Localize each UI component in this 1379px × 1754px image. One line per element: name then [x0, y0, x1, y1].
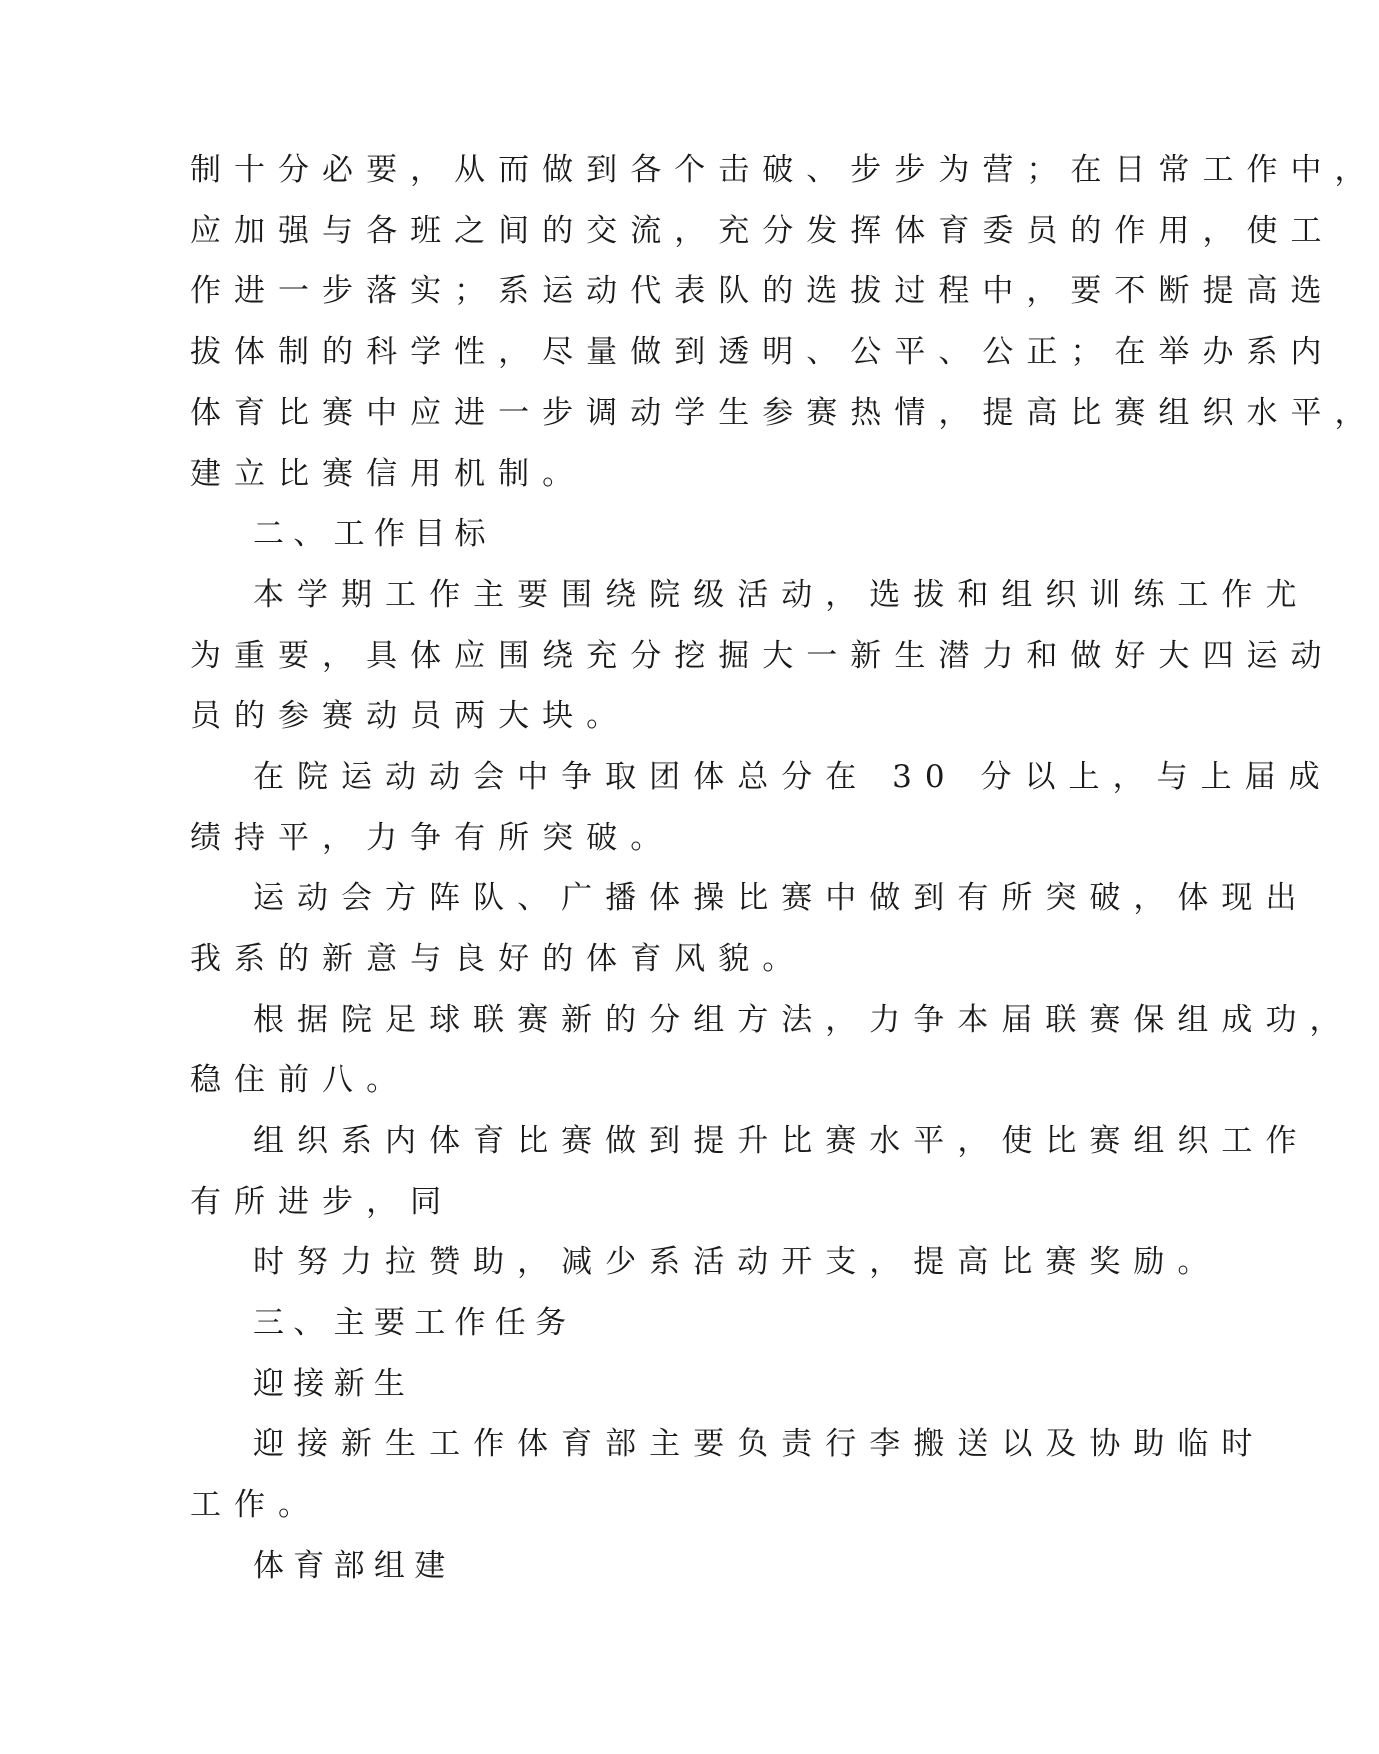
section-heading: 二、工作目标 — [253, 516, 495, 552]
paragraph-line: 运动会方阵队、广播体操比赛中做到有所突破，体现出 — [253, 880, 1310, 916]
paragraph-line: 作进一步落实；系运动代表队的选拔过程中，要不断提高选 — [190, 273, 1335, 309]
paragraph-line: 时努力拉赞助，减少系活动开支，提高比赛奖励。 — [253, 1244, 1222, 1280]
paragraph-line: 根据院足球联赛新的分组方法，力争本届联赛保组成功， — [253, 1002, 1354, 1038]
paragraph-line: 建立比赛信用机制。 — [190, 456, 587, 492]
paragraph-line: 应加强与各班之间的交流，充分发挥体育委员的作用，使工 — [190, 213, 1335, 249]
paragraph-line: 体育比赛中应进一步调动学生参赛热情，提高比赛组织水平， — [190, 395, 1379, 431]
section-heading: 三、主要工作任务 — [253, 1305, 576, 1341]
paragraph-line: 迎接新生工作体育部主要负责行李搬送以及协助临时 — [253, 1426, 1266, 1462]
paragraph-line: 工作。 — [190, 1487, 323, 1523]
paragraph-line: 我系的新意与良好的体育风貌。 — [190, 941, 807, 977]
subsection-heading: 迎接新生 — [253, 1366, 415, 1402]
paragraph-line: 拔体制的科学性，尽量做到透明、公平、公正；在举办系内 — [190, 334, 1335, 370]
paragraph-line: 绩持平，力争有所突破。 — [190, 820, 675, 856]
paragraph-line: 稳住前八。 — [190, 1062, 411, 1098]
paragraph-line: 本学期工作主要围绕院级活动，选拔和组织训练工作尤 — [253, 577, 1310, 613]
paragraph-line: 组织系内体育比赛做到提升比赛水平，使比赛组织工作 — [253, 1123, 1310, 1159]
subsection-heading: 体育部组建 — [253, 1548, 455, 1584]
paragraph-line: 为重要，具体应围绕充分挖掘大一新生潜力和做好大四运动 — [190, 638, 1335, 674]
paragraph-line: 有所进步，同 — [190, 1184, 455, 1220]
paragraph-line: 制十分必要，从而做到各个击破、步步为营；在日常工作中， — [190, 152, 1379, 188]
paragraph-line: 员的参赛动员两大块。 — [190, 698, 631, 734]
paragraph-line: 在院运动动会中争取团体总分在 30 分以上，与上届成 — [253, 759, 1333, 795]
